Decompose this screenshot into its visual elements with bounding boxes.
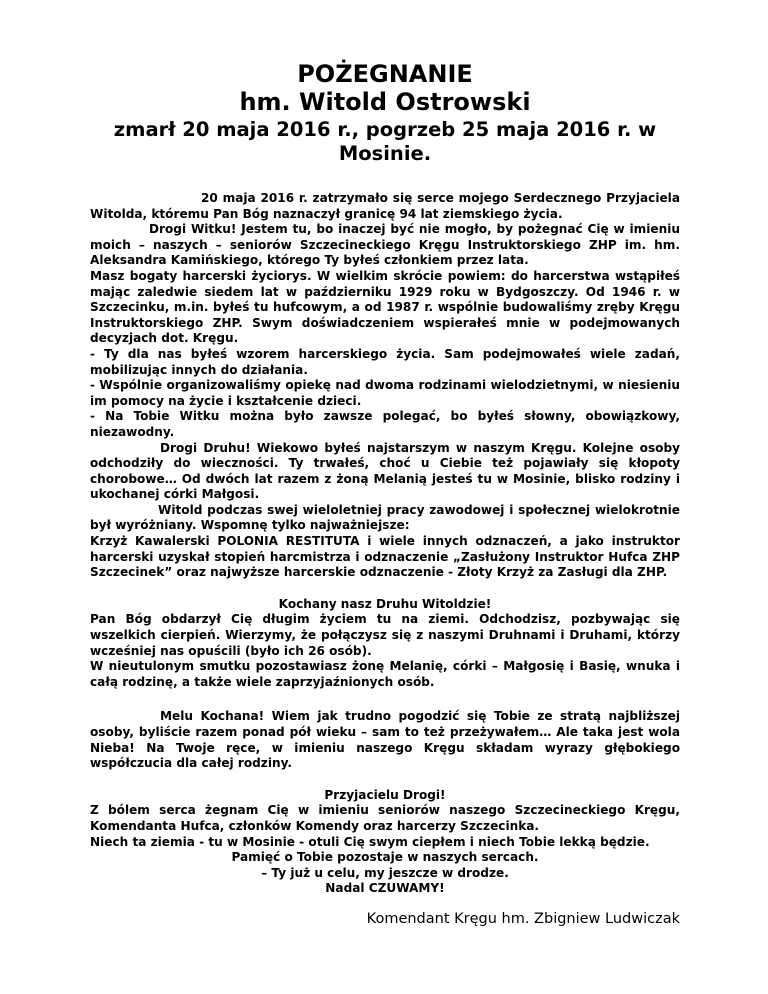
paragraph-melania: Melu Kochana! Wiem jak trudno pogodzić się Tobie ze stratą najbliższej osoby, byliście razem ponad pół wieku – sam to też przeżywałem… Ale taka jest wola Nieba! Na Twoje ręce, w imieniu naszego Kręgu składam wyrazy głębokiego współczucia dla całej rodziny. xyxy=(90,709,680,771)
paragraph-awards-intro: Witold podczas swej wieloletniej pracy zawodowej i społecznej wielokrotnie był wyróżniany. Wspomnę tylko najważniejsze: xyxy=(90,502,680,533)
letter-body xyxy=(90,191,680,928)
document-page xyxy=(90,60,680,928)
paragraph-awards: Krzyż Kawalerski POLONIA RESTITUTA i wiele innych odznaczeń, a jako instruktor harcerski uzyskał stopień harcmistrza i odznaczenie „Zasłużony Instruktor Hufca ZHP Szczecinek” oraz najwyższe harcerskie odznaczenie - Złoty Krzyż za Zasługi dla ZHP. xyxy=(90,534,680,580)
deceased-name: hm. Witold Ostrowski xyxy=(239,88,531,116)
paragraph-eldest: Drogi Druhu! Wiekowo byłeś najstarszym w naszym Kręgu. Kolejne osoby odchodziły do wieczności. Ty trwałeś, choć u Ciebie też pojawiały się kłopoty chorobowe… Od dwóch lat razem z żoną Melanią jesteś tu w Mosinie, blisko rodziny i ukochanej córki Małgosi. xyxy=(90,440,680,502)
closing-line-3: Nadal CZUWAMY! xyxy=(325,881,445,896)
paragraph-reliable: - Na Tobie Witku można było zawsze polegać, bo byłeś słowny, obowiązkowy, niezawodny. xyxy=(90,409,680,439)
paragraph-earth: Niech ta ziemia - tu w Mosinie - otuli Cię swym ciepłem i niech Tobie lekką będzie. xyxy=(90,834,650,849)
paragraph-biography: Masz bogaty harcerski życiorys. W wielkim skrócie powiem: do harcerstwa wstąpiłeś mając zaledwie siedem lat w październiku 1929 roku w Bydgoszczy. Od 1946 r. w Szczecinku, m.in. byłeś tu hufcowym, a od 1987 r. wspólnie budowaliśmy zręby Kręgu Instruktorskiego ZHP. Swym doświadczeniem wspierałeś mnie w podejmowanych decyzjach dot. Kręgu. xyxy=(90,268,680,346)
paragraph-on-behalf: Z bólem serca żegnam Cię w imieniu seniorów naszego Szczecineckiego Kręgu, Komendanta Hufca, członków Komendy oraz harcerzy Szczecinka. xyxy=(90,803,680,833)
signature: Komendant Kręgu hm. Zbigniew Ludwiczak xyxy=(366,910,680,927)
page-title: POŻEGNANIE xyxy=(297,60,473,88)
closing-line-1: Pamięć o Tobie pozostaje w naszych sercach. xyxy=(231,850,539,865)
paragraph-role-model: - Ty dla nas byłeś wzorem harcerskiego życia. Sam podejmowałeś wiele zadań, mobilizując innych do działania. xyxy=(90,346,680,377)
death-funeral-dates: zmarł 20 maja 2016 r., pogrzeb 25 maja 2016 r. w Mosinie. xyxy=(113,118,657,165)
paragraph-address: Drogi Witku! Jestem tu, bo inaczej być nie mogło, by pożegnać Cię w imieniu moich – naszych – seniorów Szczecineckiego Kręgu Instruktorskiego ZHP im. hm. Aleksandra Kamińskiego, którego Ty byłeś członkiem przez lata. xyxy=(90,222,680,268)
heading-kochany: Kochany nasz Druhu Witoldzie! xyxy=(278,596,492,611)
paragraph-opening: 20 maja 2016 r. zatrzymało się serce mojego Serdecznego Przyjaciela Witolda, któremu Pan Bóg naznaczył granicę 94 lat ziemskiego życia. xyxy=(90,191,680,221)
paragraph-family: W nieutulonym smutku pozostawiasz żonę Melanię, córki – Małgosię i Basię, wnuka i całą rodzinę, a także wiele zaprzyjaźnionych osób. xyxy=(90,659,680,689)
paragraph-families: - Wspólnie organizowaliśmy opiekę nad dwoma rodzinami wielodzietnymi, w niesieniu im pomocy na życie i kształcenie dzieci. xyxy=(90,378,680,408)
closing-line-2: – Ty już u celu, my jeszcze w drodze. xyxy=(261,865,509,880)
heading-przyjaciel: Przyjacielu Drogi! xyxy=(324,787,446,802)
paragraph-farewell: Pan Bóg obdarzył Cię długim życiem tu na ziemi. Odchodzisz, pozbywając się wszelkich cierpień. Wierzymy, że połączysz się z naszymi Druhnami i Druhami, którzy wcześniej nas opuścili (było ich 26 osób). xyxy=(90,612,680,658)
